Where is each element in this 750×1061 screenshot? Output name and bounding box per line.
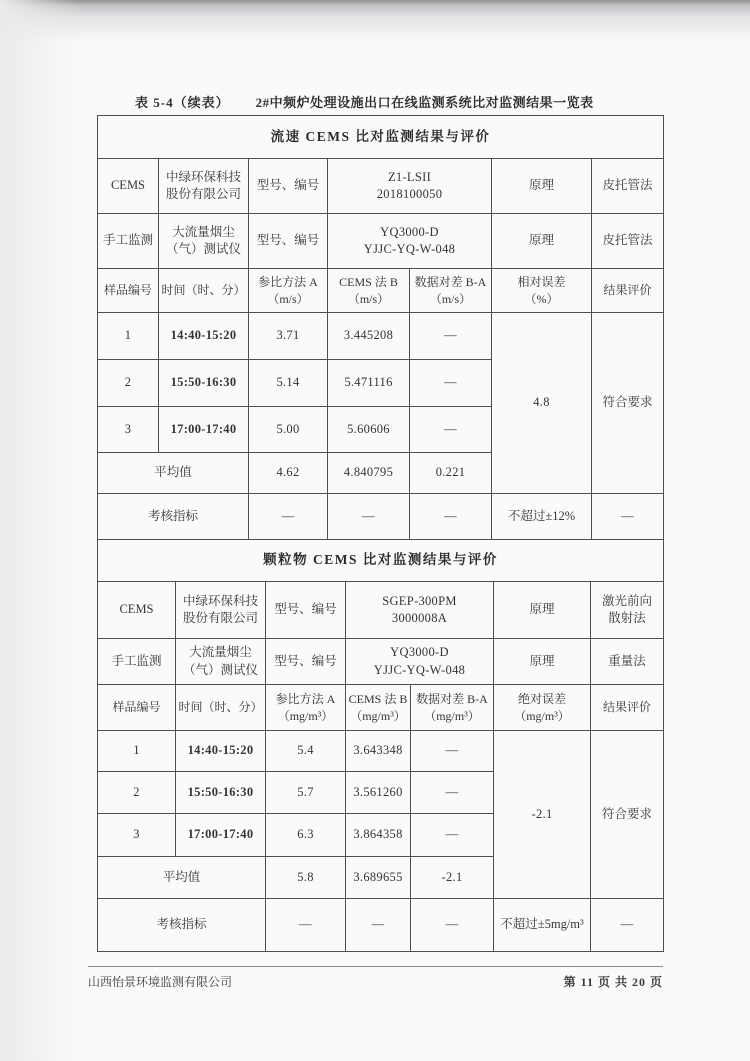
assessment-label-cell: 考核指标 — [98, 494, 249, 540]
cell-line: YJJC-YQ-W-048 — [373, 662, 466, 677]
cems-b-cell: 3.643348 — [346, 731, 411, 772]
footer-page-number: 第 11 页 共 20 页 — [563, 975, 663, 989]
average-label-cell: 平均值 — [98, 453, 249, 494]
comparison-tables — [97, 115, 663, 952]
footer-company: 山西怡景环境监测有限公司 — [88, 975, 233, 989]
cell-line: 数据对差 B-A — [416, 691, 488, 706]
cell-line: （mg/m³） — [350, 708, 406, 723]
time-cell: 17:00-17:40 — [176, 814, 266, 857]
column-header — [159, 269, 249, 313]
cell-line: 股份有限公司 — [165, 187, 241, 201]
cell-line: 2018100050 — [376, 187, 443, 201]
cell-line: （%） — [524, 291, 559, 306]
cell-line: 样品编号 — [103, 283, 152, 298]
manual-label-cell: 手工监测 — [98, 639, 176, 685]
assessment-result-cell: — — [591, 899, 664, 952]
page-footer — [88, 966, 663, 990]
time-cell: 14:40-15:20 — [159, 313, 249, 360]
absolute-error-value: -2.1 — [494, 731, 591, 899]
cell-line: CEMS 法 B — [339, 274, 398, 289]
average-b-cell: 4.840795 — [328, 453, 410, 494]
cell-line: 参比方法 A — [258, 274, 318, 289]
device-cell — [176, 639, 266, 685]
cems-b-cell: 3.864358 — [346, 814, 411, 857]
cell-line: 数据对差 B-A — [414, 274, 487, 289]
column-header — [411, 685, 494, 731]
method-a-cell: 5.14 — [249, 360, 328, 407]
result-evaluation-value: 符合要求 — [591, 731, 664, 899]
principle-label-cell: 原理 — [492, 214, 592, 269]
column-header — [266, 685, 346, 731]
cell-line: YQ3000-D — [390, 645, 449, 659]
sample-no-cell: 3 — [98, 407, 159, 453]
average-diff-cell: 0.221 — [410, 453, 492, 494]
cell-line: 绝对误差 — [517, 691, 566, 706]
diff-cell: — — [411, 731, 494, 772]
model-value-cell — [346, 639, 494, 685]
principle-label-cell: 原理 — [492, 159, 592, 214]
time-cell: 15:50-16:30 — [159, 360, 249, 407]
velocity-cems-table — [97, 115, 664, 540]
cell-line: 样品编号 — [112, 700, 161, 715]
model-value-cell — [328, 159, 492, 214]
cell-line: 皮托管法 — [602, 178, 653, 193]
cell-line: 股份有限公司 — [182, 611, 258, 625]
assessment-diff-cell: — — [410, 494, 492, 540]
cell-line: （气）测试仪 — [165, 242, 241, 256]
section-title: 流速 CEMS 比对监测结果与评价 — [98, 116, 664, 159]
average-a-cell: 4.62 — [249, 453, 328, 494]
column-header — [328, 269, 410, 313]
assessment-b-cell: — — [328, 494, 410, 540]
principle-value-cell — [591, 582, 664, 639]
cems-b-cell: 5.471116 — [328, 360, 410, 407]
column-header — [346, 685, 411, 731]
relative-error-value: 4.8 — [492, 313, 592, 494]
average-label-cell: 平均值 — [98, 857, 266, 899]
method-a-cell: 5.4 — [266, 731, 346, 772]
column-header — [591, 685, 664, 731]
column-header — [492, 269, 592, 313]
assessment-a-cell: — — [249, 494, 328, 540]
cell-line: （mg/m³） — [277, 708, 334, 723]
section-title: 颗粒物 CEMS 比对监测结果与评价 — [98, 540, 664, 582]
column-header — [249, 269, 328, 313]
model-field-cell: 型号、编号 — [249, 159, 328, 214]
cell-line: 参比方法 A — [275, 691, 336, 706]
principle-label-cell: 原理 — [494, 639, 591, 685]
cell-line: 皮托管法 — [602, 233, 653, 248]
cell-line: （m/s） — [429, 291, 472, 306]
device-cell — [159, 214, 249, 269]
assessment-a-cell: — — [266, 899, 346, 952]
sample-no-cell: 2 — [98, 360, 159, 407]
cell-line: 中绿环保科技 — [182, 593, 258, 608]
column-header — [176, 685, 266, 731]
time-cell: 17:00-17:40 — [159, 407, 249, 453]
diff-cell: — — [410, 407, 492, 453]
column-header — [592, 269, 664, 313]
result-evaluation-value: 符合要求 — [592, 313, 664, 494]
method-a-cell: 5.7 — [266, 772, 346, 814]
cell-line: （mg/m³） — [424, 708, 480, 723]
model-value-cell — [328, 214, 492, 269]
average-a-cell: 5.8 — [266, 857, 346, 899]
time-cell: 15:50-16:30 — [176, 772, 266, 814]
cems-b-cell: 3.561260 — [346, 772, 411, 814]
model-field-cell: 型号、编号 — [266, 639, 346, 685]
column-header — [410, 269, 492, 313]
time-cell: 14:40-15:20 — [176, 731, 266, 772]
cell-line: （气）测试仪 — [182, 662, 258, 677]
manufacturer-cell — [176, 582, 266, 639]
cell-line: 大流量烟尘 — [172, 224, 235, 239]
diff-cell: — — [410, 360, 492, 407]
cell-line: SGEP-300PM — [382, 593, 457, 608]
cell-line: （m/s） — [347, 291, 390, 306]
scan-left-shadow — [0, 0, 80, 1061]
cell-line: 结果评价 — [603, 283, 652, 298]
sample-no-cell: 2 — [98, 772, 176, 814]
cell-line: YJJC-YQ-W-048 — [363, 242, 456, 256]
principle-value-cell — [592, 159, 664, 214]
cell-line: 中绿环保科技 — [165, 169, 241, 184]
principle-value-cell — [591, 639, 664, 685]
document-title: 2#中频炉处理设施出口在线监测系统比对监测结果一览表 — [255, 95, 594, 110]
method-a-cell: 5.00 — [249, 407, 328, 453]
average-b-cell: 3.689655 — [346, 857, 411, 899]
assessment-diff-cell: — — [411, 899, 494, 952]
sample-no-cell: 1 — [98, 313, 159, 360]
cell-line: 大流量烟尘 — [189, 645, 252, 659]
assessment-b-cell: — — [346, 899, 411, 952]
manual-label-cell: 手工监测 — [98, 214, 159, 269]
method-a-cell: 6.3 — [266, 814, 346, 857]
principle-value-cell — [592, 214, 664, 269]
average-diff-cell: -2.1 — [411, 857, 494, 899]
column-header — [494, 685, 591, 731]
cell-line: 重量法 — [608, 653, 646, 668]
document-header — [135, 92, 695, 111]
sample-no-cell: 3 — [98, 814, 176, 857]
diff-cell: — — [410, 313, 492, 360]
particulate-cems-table — [97, 539, 664, 952]
cell-line: 时间（时、分） — [161, 283, 246, 298]
diff-cell: — — [411, 772, 494, 814]
principle-label-cell: 原理 — [494, 582, 591, 639]
cell-line: 时间（时、分） — [178, 700, 263, 715]
cell-line: 结果评价 — [603, 700, 652, 715]
assessment-limit-cell: 不超过±5mg/m³ — [494, 899, 591, 952]
cell-line: 激光前向 — [602, 593, 653, 608]
cems-b-cell: 3.445208 — [328, 313, 410, 360]
cell-line: （mg/m³） — [514, 708, 570, 723]
cell-line: CEMS 法 B — [348, 691, 408, 706]
model-value-cell — [346, 582, 494, 639]
model-field-cell: 型号、编号 — [266, 582, 346, 639]
scan-edge-shadow — [0, 0, 750, 42]
cell-line: （m/s） — [267, 291, 309, 306]
table-number-label: 表 5-4（续表） — [135, 95, 230, 110]
assessment-limit-cell: 不超过±12% — [492, 494, 592, 540]
diff-cell: — — [411, 814, 494, 857]
cell-line: Z1-LSII — [387, 169, 432, 184]
method-a-cell: 3.71 — [249, 313, 328, 360]
sample-no-cell: 1 — [98, 731, 176, 772]
cems-b-cell: 5.60606 — [328, 407, 410, 453]
cell-line: 散射法 — [608, 611, 646, 625]
model-field-cell: 型号、编号 — [249, 214, 328, 269]
assessment-result-cell: — — [592, 494, 664, 540]
cell-line: YQ3000-D — [380, 224, 439, 239]
assessment-label-cell: 考核指标 — [98, 899, 266, 952]
column-header — [98, 269, 159, 313]
cell-line: 3000008A — [391, 611, 448, 625]
manufacturer-cell — [159, 159, 249, 214]
cems-label-cell: CEMS — [98, 582, 176, 639]
column-header — [98, 685, 176, 731]
cell-line: 相对误差 — [517, 274, 566, 289]
cems-label-cell: CEMS — [98, 159, 159, 214]
